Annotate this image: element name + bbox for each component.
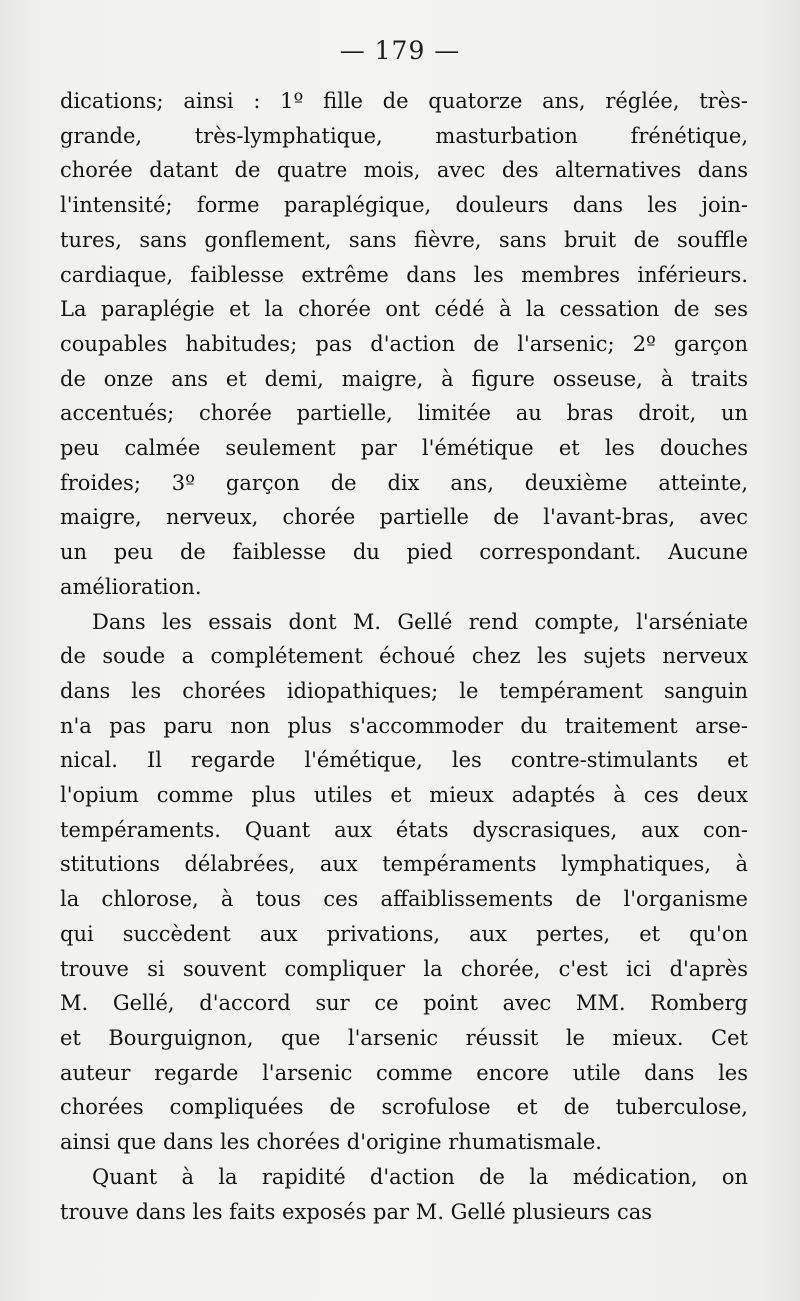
- text-line: Quant à la rapidité d'action de la médication, on: [92, 1164, 748, 1189]
- text-line: chorées compliquées de scrofulose et de tuberculose,: [60, 1095, 748, 1120]
- text-line: accentués; chorée partielle, limitée au bras droit, un: [60, 401, 748, 426]
- text-line: maigre, nerveux, chorée partielle de l'avant-bras, avec: [60, 505, 748, 530]
- text-line: de onze ans et demi, maigre, à figure osseuse, à traits: [60, 366, 748, 391]
- text-line: stitutions délabrées, aux tempéraments lymphatiques, à: [60, 852, 748, 877]
- paragraph: [60, 1160, 748, 1229]
- text-line: nical. Il regarde l'émétique, les contre-stimulants et: [60, 748, 748, 773]
- text-line: et Bourguignon, que l'arsenic réussit le mieux. Cet: [60, 1025, 748, 1050]
- text-line: auteur regarde l'arsenic comme encore utile dans les: [60, 1060, 748, 1085]
- text-line: un peu de faiblesse du pied correspondant. Aucune: [60, 540, 748, 565]
- text-line: tures, sans gonflement, sans fièvre, sans bruit de souffle: [60, 227, 748, 252]
- page-number: — 179 —: [339, 36, 461, 65]
- text-line: tempéraments. Quant aux états dyscrasiques, aux con-: [60, 817, 748, 842]
- text-line: trouve dans les faits exposés par M. Gellé plusieurs cas: [60, 1199, 653, 1224]
- text-line: Dans les essais dont M. Gellé rend compte, l'arséniate: [92, 609, 748, 634]
- text-line: l'intensité; forme paraplégique, douleurs dans les join-: [60, 193, 748, 218]
- text-line: peu calmée seulement par l'émétique et les douches: [60, 436, 748, 461]
- text-line: qui succèdent aux privations, aux pertes, et qu'on: [60, 921, 748, 946]
- text-line: n'a pas paru non plus s'accommoder du traitement arse-: [60, 713, 748, 738]
- text-line: chorée datant de quatre mois, avec des alternatives dans: [60, 158, 748, 183]
- text-line: La paraplégie et la chorée ont cédé à la cessation de ses: [60, 297, 748, 322]
- paragraph: [60, 84, 748, 605]
- text-line: dans les chorées idiopathiques; le tempérament sanguin: [60, 678, 748, 703]
- body-text: [60, 84, 748, 1229]
- text-line: grande, très-lymphatique, masturbation frénétique,: [60, 123, 748, 148]
- text-line: dications; ainsi : 1º fille de quatorze ans, réglée, très-: [60, 89, 748, 113]
- text-line: coupables habitudes; pas d'action de l'arsenic; 2º garçon: [60, 331, 748, 356]
- text-line: cardiaque, faiblesse extrême dans les membres inférieurs.: [60, 262, 748, 287]
- text-line: de soude a complétement échoué chez les sujets nerveux: [60, 644, 748, 669]
- text-line: amélioration.: [60, 574, 202, 599]
- text-line: la chlorose, à tous ces affaiblissements de l'organisme: [60, 887, 748, 912]
- paragraph: [60, 605, 748, 1160]
- text-line: ainsi que dans les chorées d'origine rhumatismale.: [60, 1130, 602, 1155]
- text-line: froides; 3º garçon de dix ans, deuxième atteinte,: [60, 470, 748, 495]
- text-line: l'opium comme plus utiles et mieux adaptés à ces deux: [60, 783, 748, 808]
- text-line: M. Gellé, d'accord sur ce point avec MM. Romberg: [60, 991, 748, 1016]
- text-line: trouve si souvent compliquer la chorée, c'est ici d'après: [60, 956, 748, 981]
